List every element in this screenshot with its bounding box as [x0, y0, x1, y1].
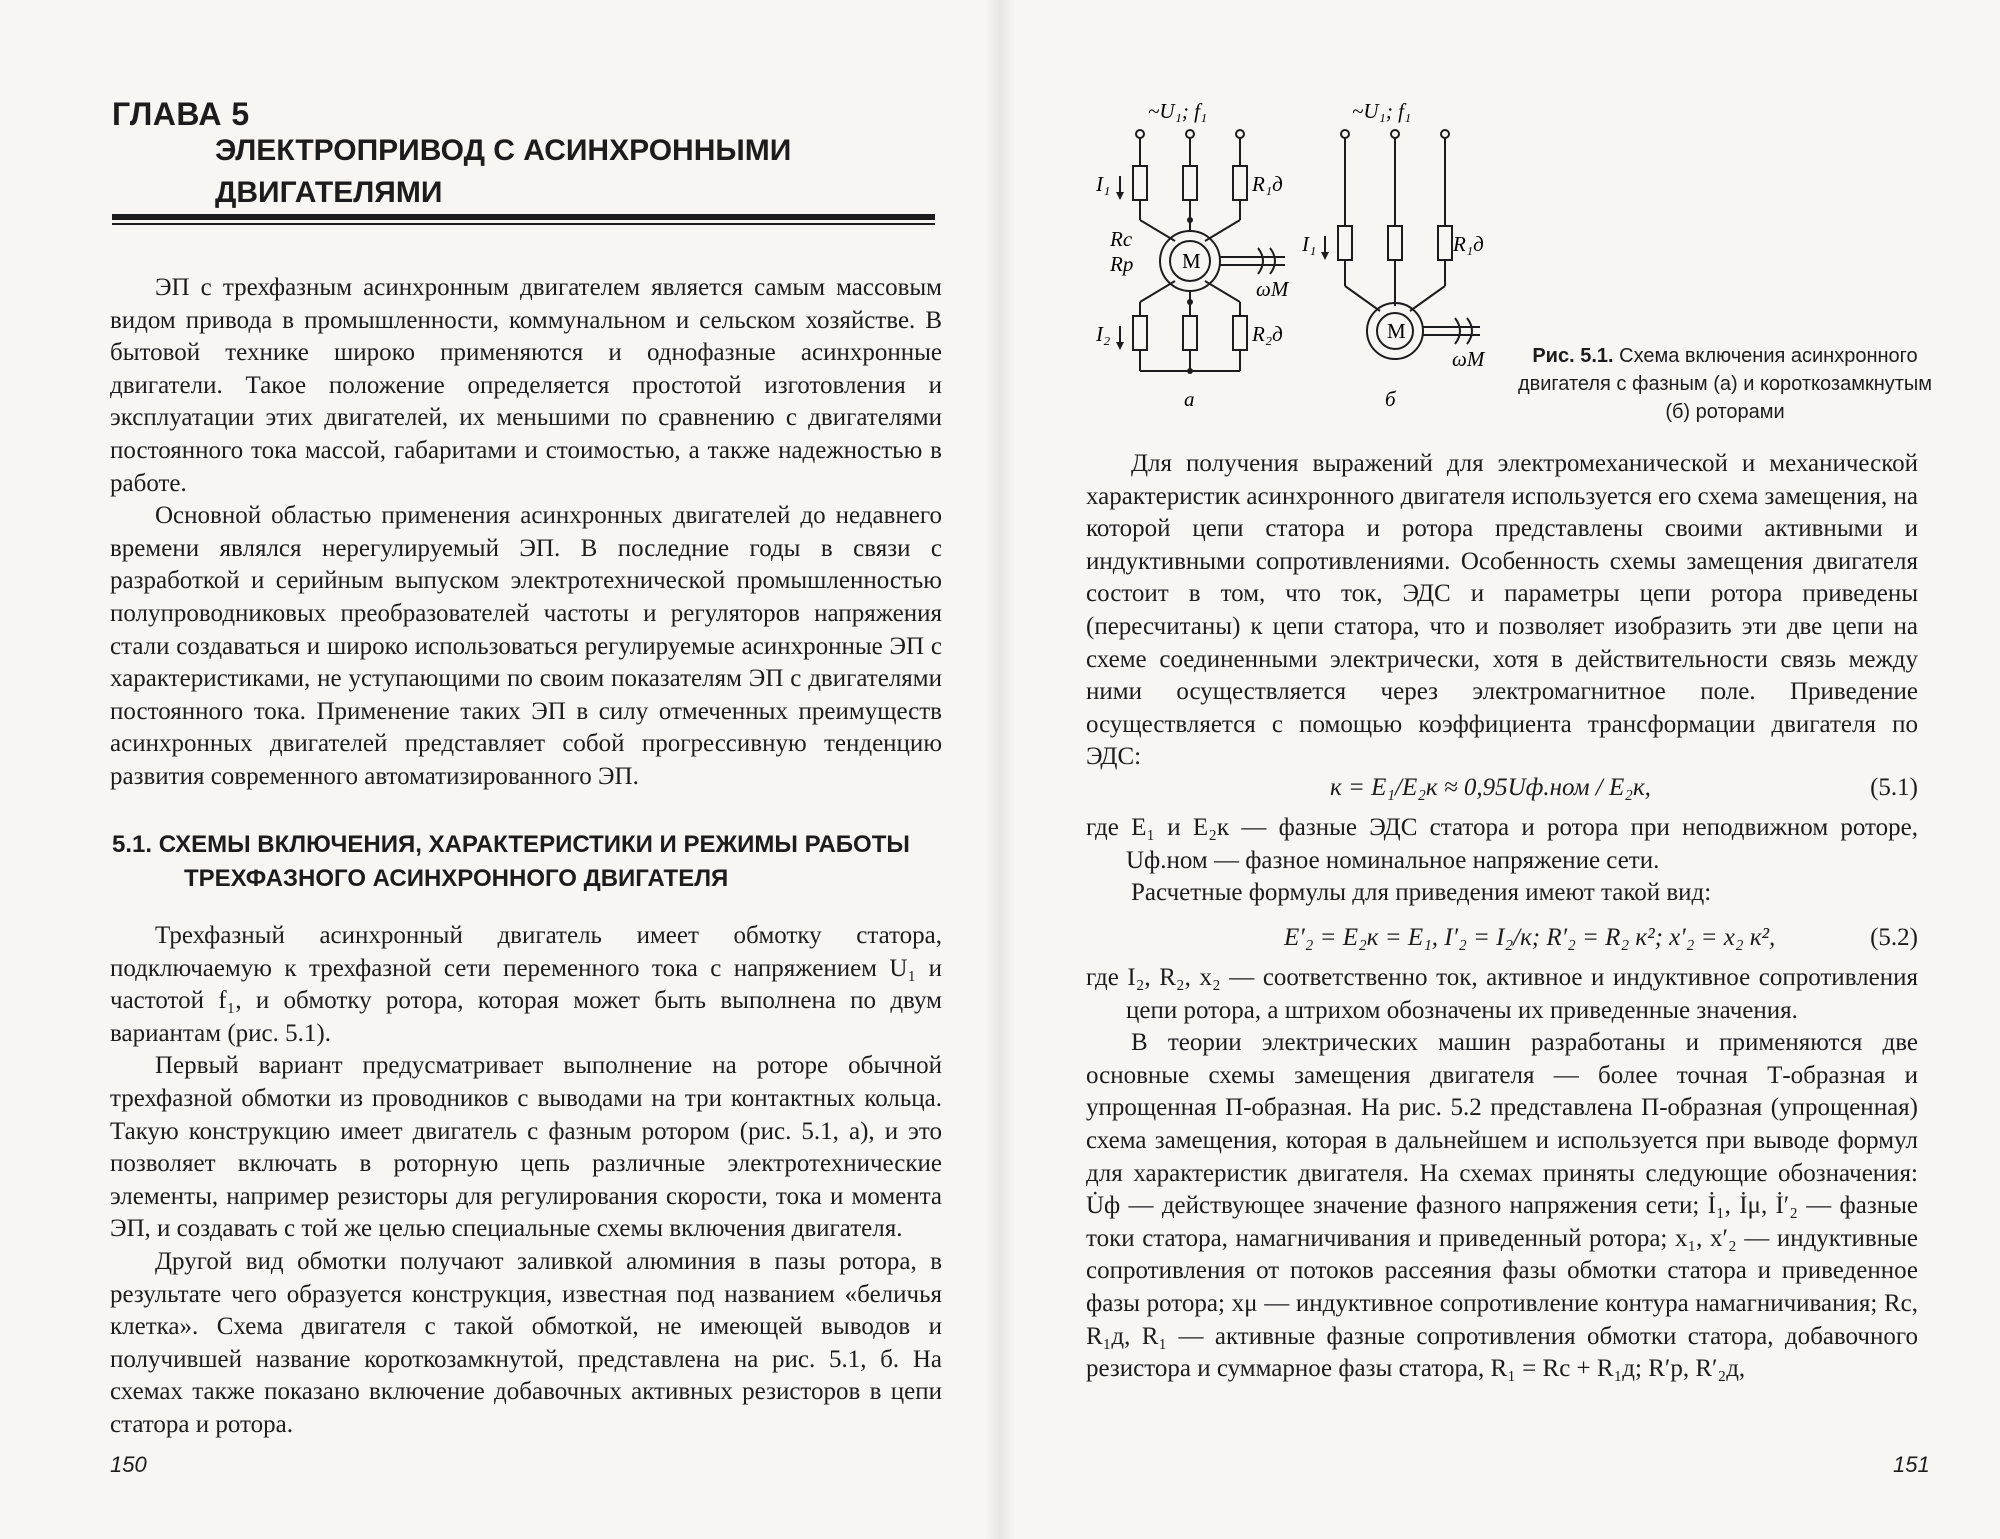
intro-paragraph: ЭП с трехфазным асинхронным двигателем является самым массовым видом привода в промышленности, коммунальном и сельском хозяйстве. В бытовой технике широко применяются и однофазные асинхронные двигатели. Такое положение определяется простотой изготовления и эксплуатации этих двигателей, их меньшими по сравнению с двигателями постоянного тока массой, габаритами и стоимостью, а также надежностью в работе. — [110, 274, 942, 497]
figure-sublabel-b: б — [1385, 387, 1396, 411]
figure-supply-label-b: ~U₁; f₁ — [1352, 99, 1412, 123]
figure-motor-label-a: M — [1182, 249, 1201, 273]
figure-label-rp: Rр — [1110, 252, 1134, 276]
formula-5-2-number: (5.2) — [1870, 924, 1918, 951]
chapter-rule-thin — [112, 223, 935, 225]
section-text — [110, 920, 942, 1442]
figure-label-r1d-b: R₁д — [1453, 232, 1484, 256]
section-heading — [112, 828, 942, 896]
intro-text — [110, 272, 942, 794]
where-block-2 — [1086, 962, 1918, 1386]
formula-5-1-number: (5.1) — [1870, 774, 1918, 801]
page-number-right: 151 — [1893, 1452, 1930, 1477]
figure-caption — [1510, 342, 1940, 426]
right-text-1 — [1086, 448, 1918, 774]
figure-label-r2d: R₂д — [1252, 322, 1283, 346]
where-block-1 — [1086, 812, 1918, 910]
figure-label-r1d: R₁д — [1252, 172, 1283, 196]
figure-sublabel-a: а — [1184, 387, 1195, 411]
section-paragraph: Трехфазный асинхронный двигатель имеет обмотку статора, подключаемую к трехфазной сети переменного тока с напряжением U₁ и частотой f₁, и обмотку ротора, которая может быть выполнена по двум вариантам (рис. 5.1). — [110, 922, 942, 1047]
section-paragraph: Первый вариант предусматривает выполнение на роторе обычной трехфазной обмотки из проводников с выводами на три контактных кольца. Такую конструкцию имеет двигатель с фазным ротором (рис. 5.1, а), и это позволяет включать в роторную цепь различные электротехнические элементы, например резисторы для регулирования скорости, тока и момента ЭП, и создавать с той же целью специальные схемы включения двигателя. — [110, 1052, 942, 1243]
page-number-left: 150 — [110, 1452, 147, 1477]
figure-label-i1: I₁ — [1096, 172, 1111, 196]
book-spine-shadow — [985, 0, 1015, 1539]
figure-label-omega-b: ωM — [1452, 347, 1485, 371]
figure-caption-text: Схема включения асинхронного двигателя с фазным (а) и короткозамкнутым (б) роторами — [1517, 345, 1933, 423]
section-heading-line: ТРЕХФАЗНОГО АСИНХРОННОГО ДВИГАТЕЛЯ — [184, 865, 729, 892]
where-text-2: где I₂, R₂, x₂ — соответственно ток, активное и индуктивное сопротивления цепи ротора, а штрихом обозначены их приведенные значения. — [1086, 964, 1918, 1024]
right-paragraph-2: В теории электрических машин разработаны и применяются две основные схемы замещения двигателя — более точная Т-образная и упрощенная П-образная. На рис. 5.2 представлена П-образная (упрощенная) схема замещения, которая в дальнейшем и используется при выводе формул для характеристик двигателя. На схемах приняты следующие обозначения: U̇ф — действующее значение фазного напряжения сети; İ₁, İμ, İ′₂ — фазные токи статора, намагничивания и приведенный ротора; x₁, x′₂ — индуктивные сопротивления от потоков рассеяния фазы обмотки статора и приведенное фазы ротора; xμ — индуктивное сопротивление контура намагничивания; Rс, R₁д, R₁ — активные фазные сопротивления обмотки статора, добавочного резистора и суммарное фазы статора, R₁ = Rс + R₁д; R′р, R′₂д, — [1086, 1029, 1918, 1383]
formula-2-intro: Расчетные формулы для приведения имеют такой вид: — [1131, 879, 1712, 907]
figure-label-rc: Rс — [1110, 227, 1133, 251]
section-heading-line: 5.1. СХЕМЫ ВКЛЮЧЕНИЯ, ХАРАКТЕРИСТИКИ И РЕЖИМЫ РАБОТЫ — [112, 831, 910, 858]
formula-5-2 — [1086, 922, 1918, 954]
figure-5-1 — [1080, 96, 1500, 422]
formula-5-1 — [1086, 772, 1918, 804]
formula-5-1-expression: к = E₁/E₂к ≈ 0,95Uф.ном / E₂к, — [1330, 774, 1651, 801]
figure-label-omega-a: ωM — [1256, 277, 1289, 301]
section-paragraph: Другой вид обмотки получают заливкой алюминия в пазы ротора, в результате чего образуется конструкция, известная под названием «беличья клетка». Схема двигателя с такой обмоткой, не имеющей выводов и получившей название короткозамкнутой, представлена на рис. 5.1, б. На схемах также показано включение добавочных активных резисторов в цепи статора и ротора. — [110, 1247, 942, 1438]
figure-caption-number: Рис. 5.1. — [1532, 345, 1614, 367]
figure-label-i2: I₂ — [1096, 322, 1111, 346]
formula-5-2-expression: E′₂ = E₂к = E₁, I′₂ = I₂/к; R′₂ = R₂ к²; x′₂ = x₂ к², — [1284, 924, 1776, 951]
figure-supply-label-a: ~U₁; f₁ — [1148, 99, 1208, 123]
chapter-label: ГЛАВА 5 — [112, 96, 250, 132]
chapter-rule-thick — [112, 214, 935, 220]
where-text-1: где E₁ и E₂к — фазные ЭДС статора и ротора при неподвижном роторе, Uф.ном — фазное номинальное напряжение сети. — [1086, 814, 1918, 874]
figure-label-i1-b: I₁ — [1302, 232, 1317, 256]
intro-paragraph: Основной областью применения асинхронных двигателей до недавнего времени являлся нерегулируемый ЭП. В последние годы в связи с разработкой и серийным выпуском электротехнической промышленностью полупроводниковых преобразователей частоты и регуляторов напряжения стали создаваться и широко использоваться регулируемые асинхронные ЭП с характеристиками, не уступающими по своим показателям ЭП с двигателями постоянного тока. Применение таких ЭП в силу отмеченных преимуществ асинхронных двигателей представляет собой прогрессивную тенденцию развития современного автоматизированного ЭП. — [110, 502, 942, 790]
figure-motor-label-b: M — [1387, 319, 1406, 343]
right-paragraph: Для получения выражений для электромеханической и механической характеристик асинхронного двигателя используется его схема замещения, на которой цепи статора и ротора представлены своими активными и индуктивными сопротивлениями. Особенность схемы замещения двигателя состоит в том, что ток, ЭДС и параметры цепи ротора приведены (пересчитаны) к цепи статора, что и позволяет изобразить эти две цепи на схеме соединенными электрически, хотя в действительности связь между ними осуществляется через электромагнитное поле. Приведение осуществляется с помощью коэффициента трансформации двигателя по ЭДС: — [1086, 450, 1918, 771]
chapter-title: ЭЛЕКТРОПРИВОД С АСИНХРОННЫМИ ДВИГАТЕЛЯМИ — [215, 134, 792, 209]
